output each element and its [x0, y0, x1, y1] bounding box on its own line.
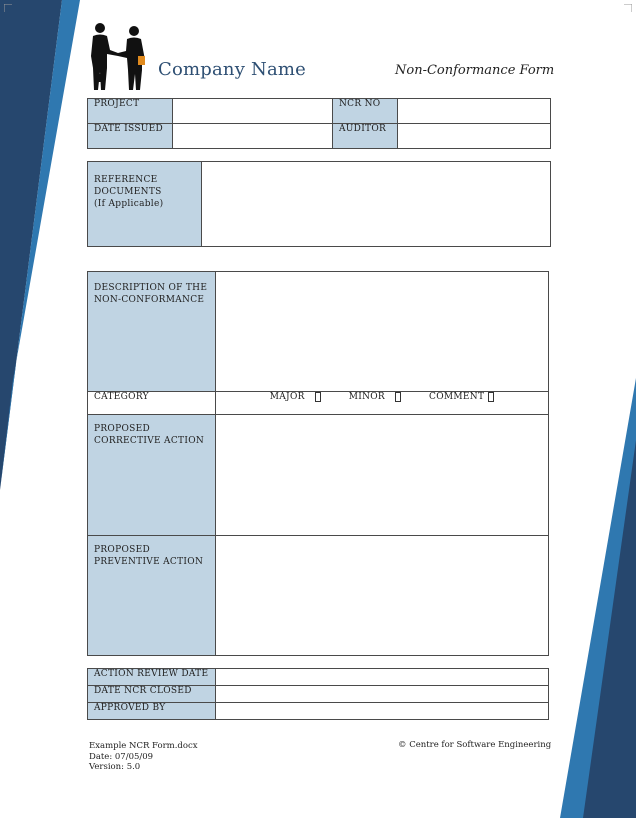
review-date-label-cell — [88, 669, 216, 686]
corrective-label-line2: CORRECTIVE ACTION — [94, 436, 205, 446]
handshake-logo-icon — [88, 20, 152, 94]
preventive-action-field[interactable] — [216, 536, 549, 656]
auditor-label: AUDITOR — [339, 124, 387, 134]
category-option-comment[interactable] — [429, 392, 494, 402]
corrective-action-field[interactable] — [216, 415, 549, 536]
category-label: CATEGORY — [94, 392, 149, 402]
reference-documents-table — [87, 161, 551, 247]
description-label-line1: DESCRIPTION OF THE — [94, 283, 208, 293]
minor-label: MINOR — [348, 392, 386, 402]
project-info-table — [87, 98, 551, 149]
review-date-label: ACTION REVIEW DATE — [94, 669, 209, 679]
project-field[interactable] — [173, 99, 333, 124]
category-option-minor[interactable] — [349, 392, 401, 402]
reference-label-line2: DOCUMENTS — [94, 187, 162, 197]
ncr-no-label-cell — [333, 99, 398, 124]
reference-label-cell — [88, 162, 202, 247]
comment-checkbox[interactable] — [488, 392, 494, 402]
footer-date: Date: 07/05/09 — [89, 751, 154, 762]
auditor-field[interactable] — [398, 124, 551, 149]
project-label-cell — [88, 99, 173, 124]
preventive-label-cell — [88, 536, 216, 656]
category-options-cell — [216, 392, 549, 415]
footer-info — [89, 741, 198, 773]
approved-by-label-cell — [88, 703, 216, 720]
crop-mark-top-left — [4, 4, 12, 12]
ncr-no-field[interactable] — [398, 99, 551, 124]
form-title: Non-Conformance Form — [395, 63, 555, 78]
minor-checkbox[interactable] — [395, 392, 401, 402]
reference-value — [202, 162, 550, 166]
date-issued-label-cell — [88, 124, 173, 149]
description-field[interactable] — [216, 272, 549, 392]
major-checkbox[interactable] — [315, 392, 321, 402]
reference-label-line1: REFERENCE — [94, 175, 158, 185]
review-table — [87, 668, 549, 720]
footer-file-name: Example NCR Form.docx — [89, 741, 198, 751]
date-issued-field[interactable] — [173, 124, 333, 149]
review-date-field[interactable] — [216, 669, 549, 686]
ncr-closed-label: DATE NCR CLOSED — [94, 686, 192, 696]
reference-documents-field[interactable] — [202, 162, 551, 247]
ncr-closed-field[interactable] — [216, 686, 549, 703]
category-option-major[interactable] — [270, 392, 321, 402]
reference-label-line3: (If Applicable) — [94, 199, 164, 209]
description-label-cell — [88, 272, 216, 392]
approved-by-field[interactable] — [216, 703, 549, 720]
date-issued-label: DATE ISSUED — [94, 124, 164, 134]
approved-by-label: APPROVED BY — [94, 703, 166, 713]
category-label-cell — [88, 392, 216, 415]
major-label: MAJOR — [269, 392, 305, 402]
company-name: Company Name — [158, 59, 307, 80]
ncr-closed-label-cell — [88, 686, 216, 703]
non-conformance-table — [87, 271, 549, 656]
corrective-label-cell — [88, 415, 216, 536]
preventive-label-line1: PROPOSED — [94, 545, 150, 555]
project-label: PROJECT — [94, 99, 140, 109]
corrective-label-line1: PROPOSED — [94, 424, 150, 434]
auditor-label-cell — [333, 124, 398, 149]
footer-copyright: © Centre for Software Engineering — [398, 740, 552, 750]
preventive-label-line2: PREVENTIVE ACTION — [94, 557, 204, 567]
crop-mark-top-right — [624, 4, 632, 12]
comment-label: COMMENT — [429, 392, 485, 402]
footer-version: Version: 5.0 — [89, 762, 141, 772]
ncr-no-label: NCR NO — [339, 99, 381, 109]
description-label-line2: NON-CONFORMANCE — [94, 295, 205, 305]
